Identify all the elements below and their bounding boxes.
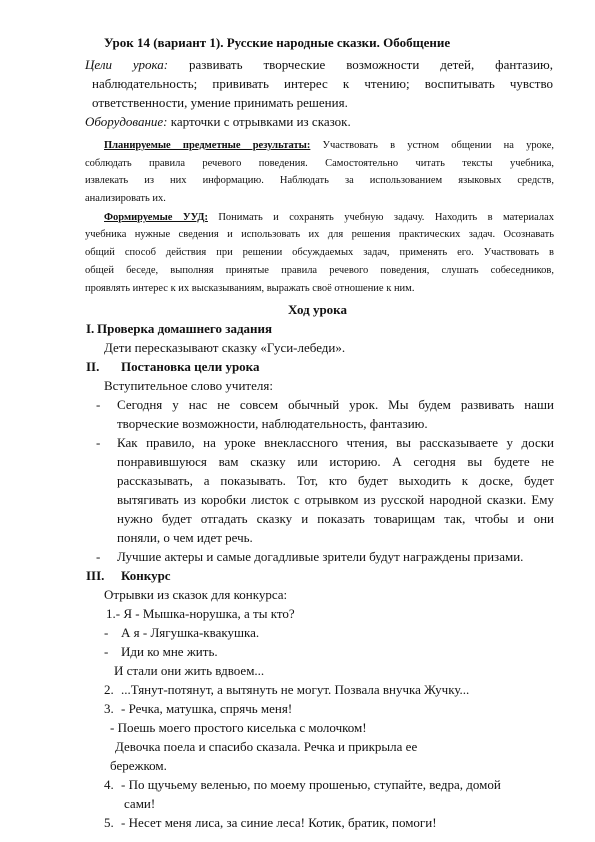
section-2-intro: Вступительное слово учителя: xyxy=(104,378,273,393)
section-2-p2-line-3: рассказывать, а показывать. Тот, кто будет выходить к доске, будет xyxy=(117,473,554,488)
excerpt-3-number: 3. xyxy=(104,701,114,716)
section-1-text: Дети пересказывают сказку «Гуси-лебеди». xyxy=(104,340,346,355)
section-1-number: I. xyxy=(86,321,95,336)
planned-results-line-4: анализировать их. xyxy=(85,193,166,204)
section-2-p2-line-6: поняли, о чем идет речь. xyxy=(117,530,253,545)
section-3-number: III. xyxy=(86,568,105,583)
goals-text-1: развивать творческие возможности детей, фантазию, xyxy=(189,57,553,72)
planned-results-line-2: соблюдать правила речевого поведения. Самостоятельно читать тексты учебника, xyxy=(85,158,554,169)
section-2-title: Постановка цели урока xyxy=(121,359,260,374)
section-2-p1-line-1: Сегодня у нас не совсем обычный урок. Мы будем развивать наши xyxy=(117,397,554,412)
excerpt-4-number: 4. xyxy=(104,777,114,792)
section-2-number: II. xyxy=(86,359,100,374)
excerpt-5-number: 5. xyxy=(104,815,114,830)
excerpt-4-line-2: сами! xyxy=(124,796,156,811)
goals-line-2: наблюдательность; прививать интерес к чтению; воспитывать чувство xyxy=(92,76,553,91)
section-2-p2-line-4: вытягивать из коробки листок с отрывком из русской народной сказки. Ему xyxy=(117,492,554,507)
section-2-p1-line-2: творческие возможности, наблюдательность, фантазию. xyxy=(117,416,428,431)
goals-line-3: ответственности, умение принимать решения. xyxy=(92,95,348,110)
section-1-title: Проверка домашнего задания xyxy=(97,321,273,336)
section-2-p2-line-5: нужно будет отгадать сказку и показать товарищам так, чтобы и они xyxy=(117,511,554,526)
section-3-intro: Отрывки из сказок для конкурса: xyxy=(104,587,288,602)
planned-results-line-1 xyxy=(104,139,554,154)
excerpt-2-number: 2. xyxy=(104,682,114,697)
excerpt-1-line-3: Иди ко мне жить. xyxy=(121,644,218,659)
section-2-p2-line-2: понравившуюся вам сказку или историю. А сегодня вы будете не xyxy=(117,454,554,469)
uud-line-5: проявлять интерес к их высказываниям, выражать своё отношение к ним. xyxy=(85,283,415,294)
goals-label: Цели урока: xyxy=(85,57,169,72)
uud-label: Формируемые УУД: xyxy=(104,212,208,223)
course-heading: Ход урока xyxy=(288,302,347,317)
section-3-title: Конкурс xyxy=(121,568,171,583)
uud-line-1 xyxy=(104,211,554,226)
dash-marker: - xyxy=(96,435,101,450)
excerpt-2-line-1: ...Тянут-потянут, а вытянуть не могут. Позвала внучка Жучку... xyxy=(121,682,470,697)
uud-line-4: общей беседе, выполняя принятые правила речевого поведения, слушать собеседников, xyxy=(85,265,554,276)
equipment-text: карточки с отрывками из сказок. xyxy=(167,114,351,129)
excerpt-3-line-4: бережком. xyxy=(110,758,167,773)
excerpt-5-line-1: - Несет меня лиса, за синие леса! Котик, братик, помоги! xyxy=(121,815,437,830)
dash-marker: - xyxy=(104,644,109,659)
dash-marker: - xyxy=(104,625,109,640)
planned-results-label: Планируемые предметные результаты: xyxy=(104,140,311,151)
dash-marker: - xyxy=(96,397,101,412)
equipment-label: Оборудование: xyxy=(85,114,168,129)
excerpt-3-line-1: - Речка, матушка, спрячь меня! xyxy=(121,701,293,716)
planned-results-line-3: извлекать из них информацию. Наблюдать за использованием языковых средств, xyxy=(85,175,554,186)
excerpt-4-line-1: - По щучьему веленью, по моему прошенью, ступайте, ведра, домой xyxy=(121,777,501,792)
goals-line-1 xyxy=(85,57,553,73)
equipment-line xyxy=(85,114,351,130)
lesson-title: Урок 14 (вариант 1). Русские народные сказки. Обобщение xyxy=(104,35,451,50)
uud-text-1: Понимать и сохранять учебную задачу. Находить в материалах xyxy=(207,212,554,223)
excerpt-3-line-3: Девочка поела и спасибо сказала. Речка и прикрыла ее xyxy=(115,739,418,754)
section-2-p3-line-1: Лучшие актеры и самые догадливые зрители будут награждены призами. xyxy=(117,549,524,564)
uud-line-3: общий способ действия при решении обсуждаемых задач, применять его. Участвовать в xyxy=(85,247,554,258)
dash-marker: - xyxy=(96,549,101,564)
uud-line-2: учебника нужные сведения и использовать их для решения практических задач. Осознавать xyxy=(85,229,554,240)
excerpt-1-line-1: 1.- Я - Мышка-норушка, а ты кто? xyxy=(106,606,295,621)
excerpt-1-line-4: И стали они жить вдвоем... xyxy=(114,663,265,678)
excerpt-1-line-2: А я - Лягушка-квакушка. xyxy=(121,625,260,640)
section-2-p2-line-1: Как правило, на уроке внеклассного чтения, вы рассказываете у доски xyxy=(117,435,554,450)
excerpt-3-line-2: - Поешь моего простого киселька с молочком! xyxy=(110,720,367,735)
planned-results-text-1: Участвовать в устном общении на уроке, xyxy=(310,140,554,151)
